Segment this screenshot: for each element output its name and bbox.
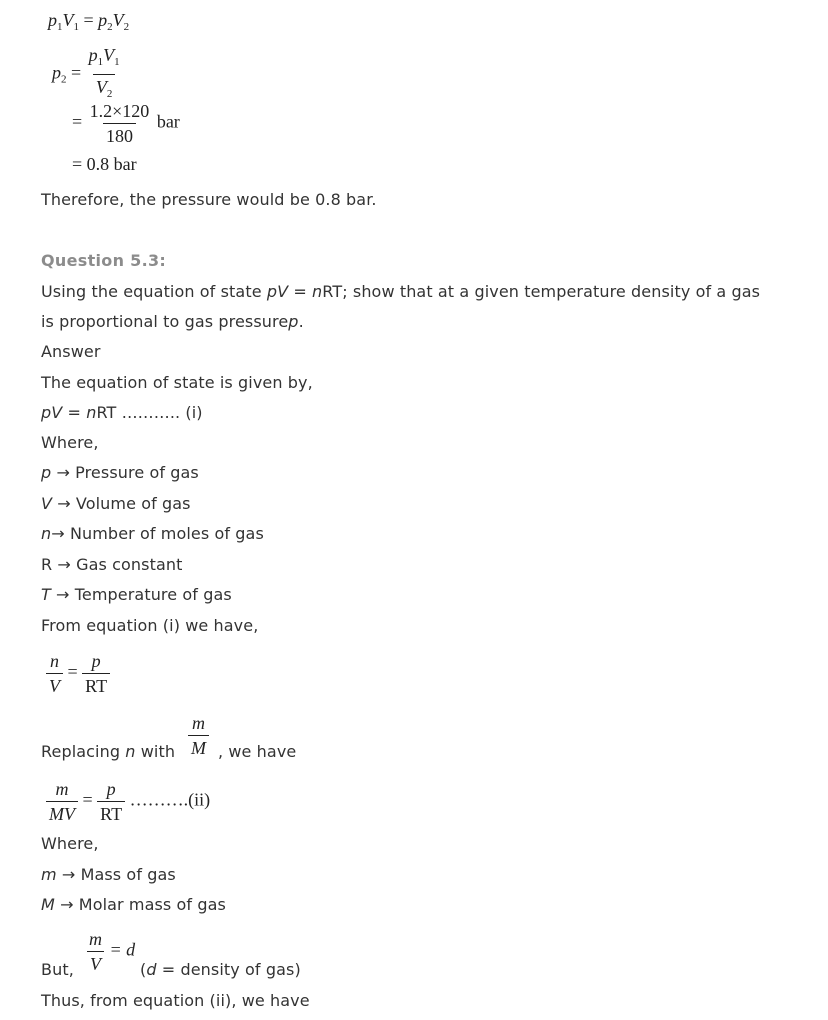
denominator: RT xyxy=(97,801,125,825)
symbol: n xyxy=(125,742,136,761)
symbol: M xyxy=(41,895,55,914)
subscript: 2 xyxy=(106,88,113,100)
equation-density xyxy=(86,928,135,975)
text: → Molar mass of gas xyxy=(54,895,226,914)
definition-molar-mass xyxy=(41,895,226,915)
symbol: m xyxy=(41,865,57,884)
fraction xyxy=(46,778,78,825)
equals-sign: = xyxy=(67,661,78,682)
conclusion-text: Therefore, the pressure would be 0.8 bar. xyxy=(41,190,377,209)
subscript: 2 xyxy=(61,73,67,86)
symbol: p xyxy=(98,10,108,30)
text: . xyxy=(298,312,304,331)
text: Using the equation of state xyxy=(41,282,267,301)
symbol: p xyxy=(48,10,57,30)
symbol: d xyxy=(146,960,157,979)
symbol: V xyxy=(62,10,74,30)
symbol: p xyxy=(52,62,61,83)
equation-result: = 0.8 bar xyxy=(72,154,137,174)
answer-label: Answer xyxy=(41,342,101,361)
equation-n-over-v xyxy=(46,650,110,697)
but-label: But, xyxy=(41,960,74,979)
numerator: p xyxy=(106,779,116,799)
fraction xyxy=(46,650,63,697)
symbol: T xyxy=(41,585,51,604)
symbol: V xyxy=(112,10,124,30)
fraction xyxy=(82,650,110,697)
symbol: V xyxy=(95,77,107,97)
text: → Number of moles of gas xyxy=(51,524,264,543)
density-note xyxy=(140,960,301,980)
symbol: p xyxy=(41,463,52,482)
symbol: n xyxy=(86,403,97,422)
text: → Volume of gas xyxy=(52,494,191,513)
equation-p2 xyxy=(52,44,123,105)
text: → Pressure of gas xyxy=(51,463,199,482)
text: with xyxy=(135,742,176,761)
definition-temperature xyxy=(41,585,232,605)
symbol: p xyxy=(88,45,98,65)
symbol: n xyxy=(312,282,323,301)
fraction xyxy=(87,100,153,147)
symbol: V xyxy=(41,494,53,513)
subscript: 2 xyxy=(123,21,130,33)
equals-sign: = xyxy=(83,10,94,30)
denominator: MV xyxy=(46,801,78,825)
numerator: p xyxy=(91,651,101,671)
question-text-line-2 xyxy=(41,312,304,332)
unit: bar xyxy=(156,111,180,132)
fraction xyxy=(86,928,105,975)
definition-volume xyxy=(41,494,191,514)
equation-tag: ……….(ii) xyxy=(129,789,211,810)
text: Replacing xyxy=(41,742,126,761)
subscript: 1 xyxy=(114,56,120,68)
denominator: V xyxy=(87,951,104,975)
text: = xyxy=(62,403,87,422)
question-title: Question 5.3: xyxy=(41,251,167,270)
text: RT; show that at a given temperature density of a gas xyxy=(322,282,761,301)
numerator: m xyxy=(55,779,69,799)
denominator: 180 xyxy=(103,123,136,147)
replacing-text xyxy=(41,742,175,762)
symbol: pV xyxy=(41,403,63,422)
thus-text: Thus, from equation (ii), we have xyxy=(41,991,310,1010)
definition-moles xyxy=(41,524,264,544)
equation-substitution xyxy=(72,100,180,147)
text: is proportional to gas pressure xyxy=(41,312,289,331)
where-label-2: Where, xyxy=(41,834,99,853)
text: → Temperature of gas xyxy=(50,585,232,604)
equals-sign: = xyxy=(71,62,82,83)
from-equation-text: From equation (i) we have, xyxy=(41,616,259,635)
subscript: 1 xyxy=(57,21,63,33)
numerator: 1.2×120 xyxy=(89,101,150,121)
denominator: M xyxy=(188,735,209,759)
equation-of-state xyxy=(41,403,203,423)
fraction xyxy=(188,712,209,759)
fraction xyxy=(97,778,125,825)
equals-sign: = xyxy=(82,789,93,810)
symbol: V xyxy=(103,45,115,65)
subscript: 1 xyxy=(97,56,104,68)
symbol: R xyxy=(41,555,53,574)
subscript: 2 xyxy=(107,21,113,33)
numerator: m xyxy=(192,713,205,733)
denominator: V xyxy=(46,673,63,697)
question-text-line-1 xyxy=(41,282,760,302)
subscript: 1 xyxy=(73,21,79,33)
symbol: p xyxy=(288,312,299,331)
text: RT ……….. (i) xyxy=(96,403,203,422)
where-label: Where, xyxy=(41,433,99,452)
symbol: n xyxy=(41,524,52,543)
denominator: RT xyxy=(82,673,110,697)
text: = xyxy=(288,282,313,301)
fraction xyxy=(86,44,123,105)
definition-mass xyxy=(41,865,176,885)
equation-boyle xyxy=(48,10,129,33)
definition-pressure xyxy=(41,463,199,483)
equals-d: = d xyxy=(109,939,136,960)
answer-intro: The equation of state is given by, xyxy=(41,373,313,392)
equals-sign: = xyxy=(72,111,83,132)
symbol: pV xyxy=(266,282,289,301)
replacing-text-tail: , we have xyxy=(218,742,297,761)
text: ( xyxy=(140,960,147,979)
text: → Mass of gas xyxy=(56,865,176,884)
text: → Gas constant xyxy=(52,555,183,574)
fraction-m-over-M xyxy=(188,712,209,759)
definition-gas-constant xyxy=(41,555,182,575)
numerator: n xyxy=(50,651,59,671)
text: = density of gas) xyxy=(156,960,301,979)
numerator: m xyxy=(89,929,102,949)
equation-ii xyxy=(46,778,210,825)
